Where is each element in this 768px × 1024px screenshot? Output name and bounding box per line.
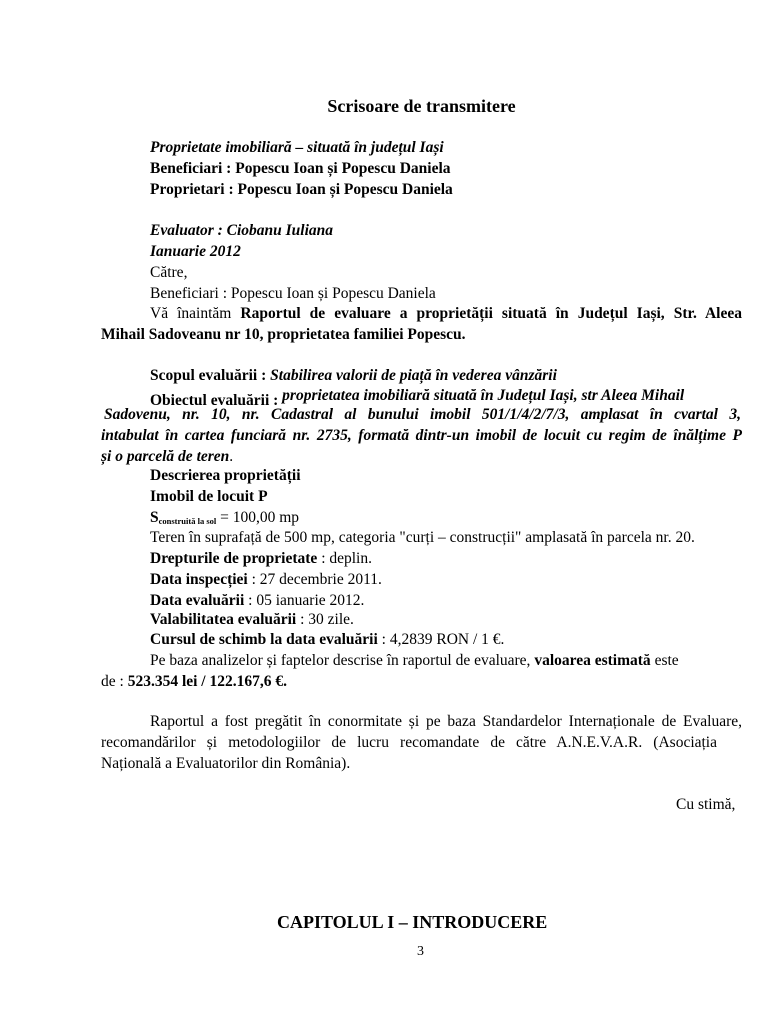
evaluator-line: Evaluator : Ciobanu Iuliana <box>150 222 334 239</box>
intro-bold-1: Raportul de evaluare a proprietății situată în Județul Iași, Str. Aleea <box>240 305 743 322</box>
evaluation-line <box>150 592 364 610</box>
page-number: 3 <box>417 944 424 959</box>
value-prefix: de : <box>101 673 128 690</box>
date-line: Ianuarie 2012 <box>150 243 241 260</box>
exchange-line <box>150 631 504 649</box>
building-heading: Imobil de locuit P <box>150 488 268 505</box>
object-line-2: Sadovenu, nr. 10, nr. Cadastral al bunului imobil 501/1/4/2/7/3, amplasat în cvartal 3, <box>104 406 741 423</box>
validity-label: Valabilitatea evaluării <box>150 611 297 628</box>
rights-line <box>150 550 372 568</box>
rights-label: Drepturile de proprietate <box>150 550 318 567</box>
conclusion-suffix: este <box>650 652 679 669</box>
validity-value: : 30 zile. <box>296 611 354 628</box>
object-value-4: și o parcelă de teren <box>101 448 230 465</box>
intro-line-1 <box>150 305 742 323</box>
object-value-1: proprietatea imobiliară situată în Județul Iași, str Aleea Mihail <box>282 387 685 404</box>
object-value-4-end: . <box>229 448 234 465</box>
closing-line: Cu stimă, <box>676 796 736 813</box>
area-line <box>150 509 299 530</box>
conclusion-line <box>150 652 679 670</box>
scope-label: Scopul evaluării : <box>150 367 271 384</box>
validity-line <box>150 611 354 629</box>
evaluation-label: Data evaluării <box>150 592 245 609</box>
description-heading: Descrierea proprietății <box>150 467 301 484</box>
conclusion-prefix: Pe baza analizelor și faptelor descrise în raportul de evaluare, <box>150 652 535 669</box>
object-line-3: intabulat în cartea funciară nr. 2735, formată dintr-un imobil de locuit cu regim de înălțime P <box>101 427 742 444</box>
exchange-label: Cursul de schimb la data evaluării <box>150 631 378 648</box>
property-line: Proprietate imobiliară – situată în județul Iași <box>150 139 444 156</box>
intro-prefix: Vă înaintăm <box>150 305 241 322</box>
conclusion-bold: valoarea estimată <box>534 652 651 669</box>
owners-line: Proprietari : Popescu Ioan și Popescu Daniela <box>150 181 453 198</box>
scope-value: Stabilirea valorii de piață în vederea vânzării <box>270 367 557 384</box>
chapter-heading: CAPITOLUL I – INTRODUCERE <box>277 912 548 932</box>
area-symbol: S <box>150 509 159 526</box>
beneficiaries-line: Beneficiari : Popescu Ioan și Popescu Daniela <box>150 160 451 177</box>
exchange-value: : 4,2839 RON / 1 €. <box>377 631 505 648</box>
standards-line-2: recomandărilor și metodologiilor de lucru recomandate de către A.N.E.V.A.R. (Asociația <box>101 734 717 751</box>
to-line: Către, <box>150 264 188 281</box>
area-subscript: construită la sol <box>158 516 217 526</box>
area-value: = 100,00 mp <box>216 509 300 526</box>
standards-line-1: Raportul a fost pregătit în conormitate și pe baza Standardelor Internaționale de Evaluare, <box>150 713 742 730</box>
evaluation-value: : 05 ianuarie 2012. <box>244 592 365 609</box>
rights-value: : deplin. <box>317 550 372 567</box>
scope-line <box>150 367 557 385</box>
object-line-4 <box>101 448 233 466</box>
standards-line-3: Națională a Evaluatorilor din România). <box>101 755 351 772</box>
inspection-value: : 27 decembrie 2011. <box>247 571 382 588</box>
letter-title: Scrisoare de transmitere <box>327 96 516 116</box>
object-label: Obiectul evaluării : <box>150 392 283 409</box>
value-line <box>101 673 287 691</box>
land-line: Teren în suprafață de 500 mp, categoria "curți – construcții" amplasată în parcela nr. 20. <box>150 529 695 546</box>
estimated-value: 523.354 lei / 122.167,6 €. <box>127 673 287 690</box>
intro-line-2: Mihail Sadoveanu nr 10, proprietatea familiei Popescu. <box>101 326 466 343</box>
inspection-line <box>150 571 382 589</box>
inspection-label: Data inspecției <box>150 571 248 588</box>
addressee-line: Beneficiari : Popescu Ioan și Popescu Daniela <box>150 285 436 302</box>
